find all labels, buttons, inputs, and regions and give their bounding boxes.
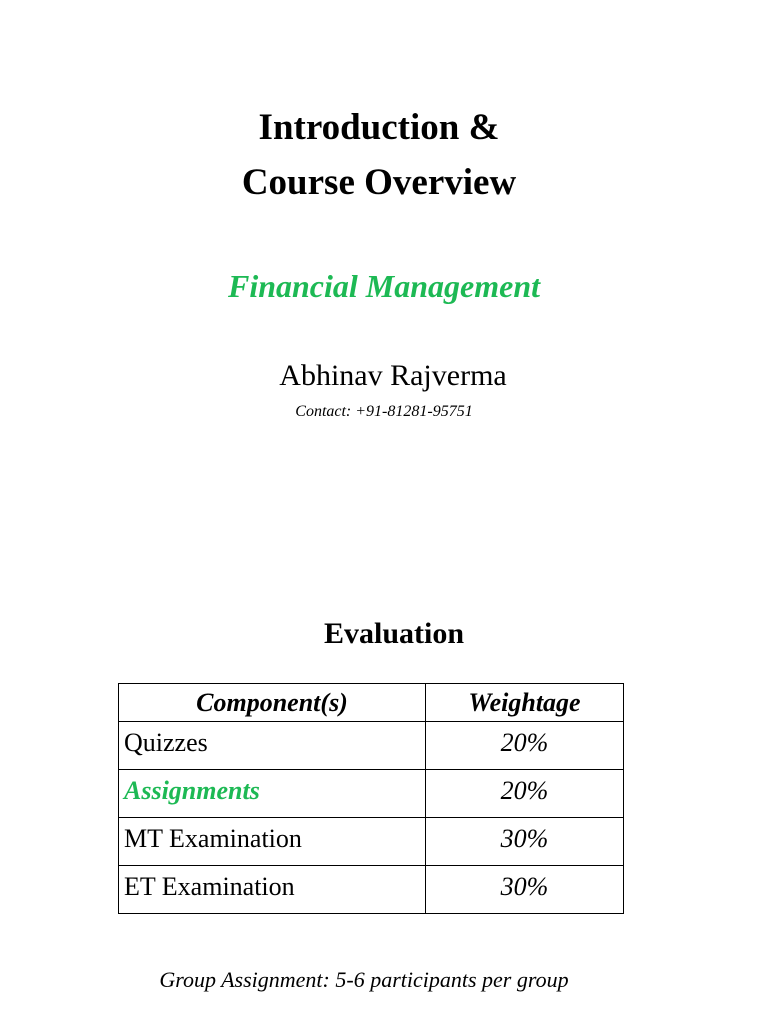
author-name: Abhinav Rajverma bbox=[279, 359, 507, 392]
component-cell: ET Examination bbox=[119, 866, 426, 914]
weightage-cell: 20% bbox=[426, 770, 624, 818]
table-row bbox=[119, 818, 624, 866]
course-subtitle: Financial Management bbox=[227, 268, 541, 304]
table-row bbox=[119, 866, 624, 914]
contact-info: Contact: +91-81281-95751 bbox=[295, 403, 473, 420]
weightage-cell: 30% bbox=[426, 818, 624, 866]
component-cell: Assignments bbox=[119, 770, 426, 818]
table-row bbox=[119, 722, 624, 770]
group-assignment-note: Group Assignment: 5-6 participants per group bbox=[159, 967, 569, 992]
column-header-weightage: Weightage bbox=[426, 684, 624, 722]
table-header-row bbox=[119, 684, 624, 722]
evaluation-heading: Evaluation bbox=[323, 617, 465, 650]
weightage-cell: 20% bbox=[426, 722, 624, 770]
weightage-cell: 30% bbox=[426, 866, 624, 914]
title-line-1: Introduction & bbox=[258, 107, 500, 148]
evaluation-table bbox=[118, 683, 624, 914]
table-row bbox=[119, 770, 624, 818]
column-header-component: Component(s) bbox=[119, 684, 426, 722]
component-cell: Quizzes bbox=[119, 722, 426, 770]
title-line-2: Course Overview bbox=[241, 162, 517, 203]
component-cell: MT Examination bbox=[119, 818, 426, 866]
